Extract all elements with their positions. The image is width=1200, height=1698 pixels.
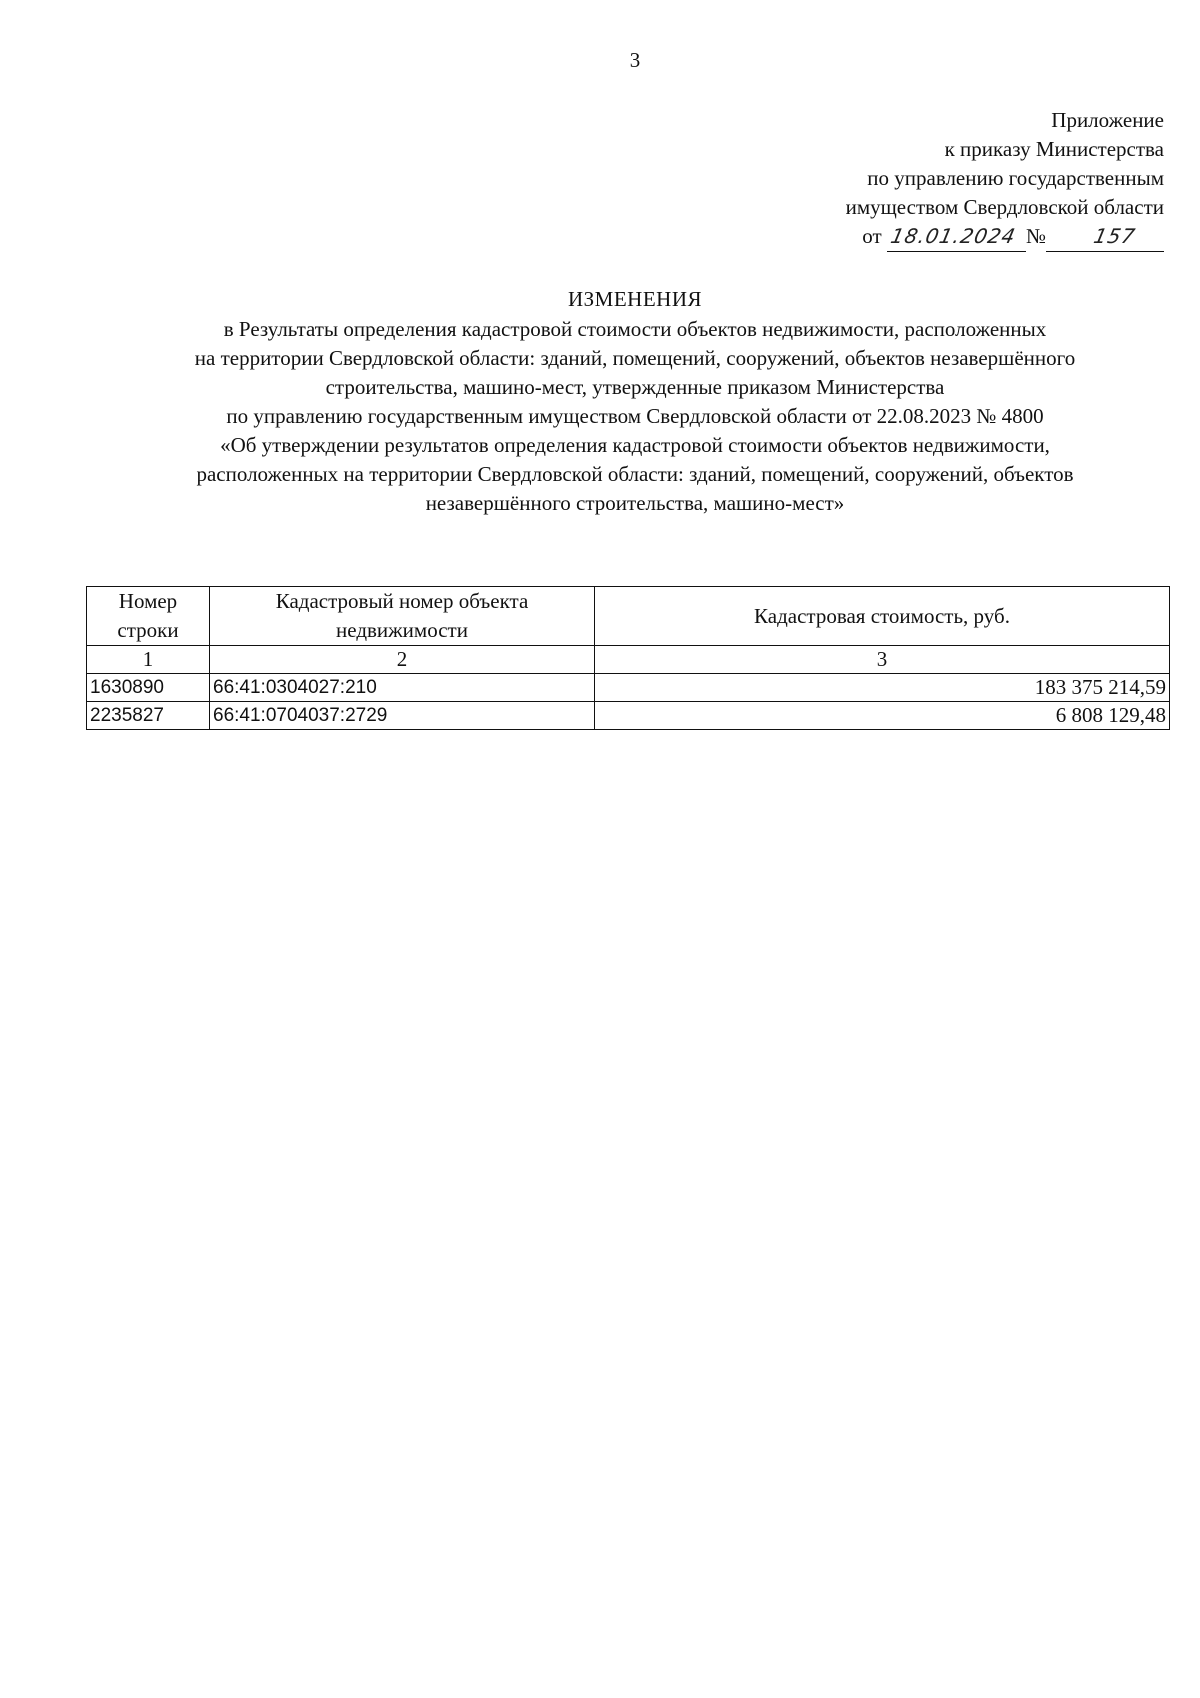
header-cadastral-value: Кадастровая стоимость, руб. [595,587,1170,646]
column-index: 3 [595,646,1170,674]
subtitle-line: по управлению государственным имуществом Свердловской области от 22.08.2023 № 4800 [226,404,1044,428]
appendix-line: Приложение [1051,108,1164,132]
cadastral-number-cell: 66:41:0704037:2729 [210,702,595,730]
cadastral-value-cell: 183 375 214,59 [595,674,1170,702]
subtitle-line: расположенных на территории Свердловской области: зданий, помещений, сооружений, объектов [196,462,1074,486]
appendix-line: имуществом Свердловской области [845,195,1164,219]
appendix-date-line [846,222,1164,252]
row-number-cell: 2235827 [87,702,210,730]
cadastral-value-cell: 6 808 129,48 [595,702,1170,730]
header-cadastral-number [210,587,595,646]
appendix-block [846,106,1164,252]
column-index-row [87,646,1170,674]
cadastral-number-cell: 66:41:0304027:210 [210,674,595,702]
subtitle-line: строительства, машино-мест, утвержденные приказом Министерства [325,375,945,399]
handwritten-number: 157 [1091,224,1138,248]
cadastral-value-table [86,586,1170,730]
subtitle-line: незавершённого строительства, машино-мест» [425,491,845,515]
page-number: 3 [629,48,641,72]
number-field [1046,222,1164,252]
header-row-number-line2: строки [117,618,179,642]
column-index: 1 [87,646,210,674]
row-number-cell: 1630890 [87,674,210,702]
number-sign: № [1025,224,1046,248]
date-field [887,222,1026,252]
table-row [87,674,1170,702]
header-row-number-line1: Номер [118,589,178,613]
subtitle-line: «Об утверждении результатов определения кадастровой стоимости объектов недвижимости, [220,433,1050,457]
date-prefix: от [862,224,882,248]
subtitle-line: в Результаты определения кадастровой стоимости объектов недвижимости, расположенных [223,317,1047,341]
header-cadastral-number-line2: недвижимости [336,618,468,642]
header-row-number [87,587,210,646]
appendix-line: по управлению государственным [867,166,1164,190]
handwritten-date: 18.01.2024 [888,224,1019,248]
column-index: 2 [210,646,595,674]
table-header-row [87,587,1170,646]
appendix-line: к приказу Министерства [944,137,1164,161]
document-subtitle [100,315,1170,518]
subtitle-line: на территории Свердловской области: зданий, помещений, сооружений, объектов незавершённого [194,346,1076,370]
header-cadastral-number-line1: Кадастровый номер объекта [275,589,529,613]
table-row [87,702,1170,730]
document-title: ИЗМЕНЕНИЯ [567,287,703,311]
